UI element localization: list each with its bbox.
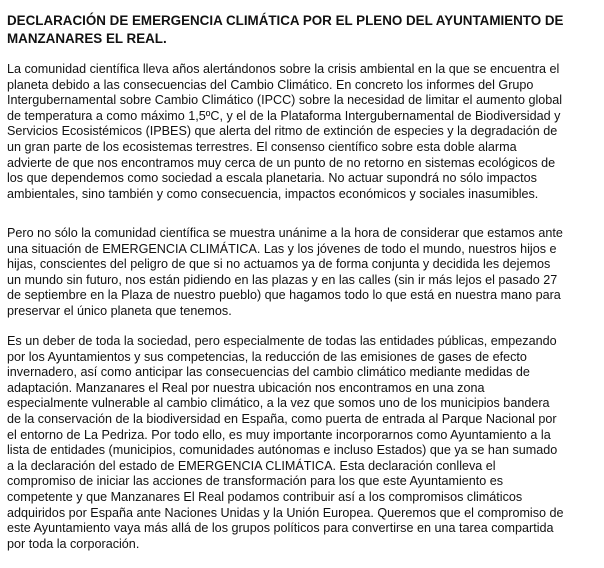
text-line: ambientales, sino también y como consecuencia, impactos económicos y sociales inasumibles. — [7, 186, 539, 201]
paragraph-municipal-duty — [7, 334, 601, 552]
text-line: adaptación. Manzanares el Real por nuestra ubicación nos encontramos en una zona — [7, 380, 485, 395]
text-line: hijas, conscientes del peligro de que si no actuamos ya de forma conjunta y decidida les dejemos — [7, 257, 551, 272]
text-line: este Ayuntamiento vaya más allá de los grupos políticos para convertirse en una tarea compartida — [7, 521, 554, 536]
text-line: Intergubernamental sobre Cambio Climático (IPCC) sobre la necesidad de limitar el aumento global — [7, 93, 563, 108]
text-line: por los Ayuntamientos y sus competencias, la reducción de las emisiones de gases de efecto — [7, 349, 527, 364]
text-line: invernadero, así como anticipar las consecuencias del cambio climático mediante medidas de — [7, 365, 530, 380]
text-line: adquiridos por España ante Naciones Unidas y la Unión Europea. Queremos que el compromiso de — [7, 505, 564, 520]
text-line: compromiso de iniciar las acciones de transformación para los que este Ayuntamiento es — [7, 474, 504, 489]
text-line: una situación de EMERGENCIA CLIMÁTICA. Las y los jóvenes de todo el mundo, nuestros hijos e — [7, 241, 557, 256]
paragraph-scientific-community — [7, 62, 601, 202]
document-title — [7, 12, 599, 48]
text-line: por toda la corporación. — [7, 536, 140, 551]
text-line: especialmente vulnerable al cambio climático, a la vez que somos uno de los municipios bandera — [7, 396, 550, 411]
text-line: lista de entidades (municipios, comunidades autónomas e incluso Estados) que ya se han sumado — [7, 443, 558, 458]
text-line: el entorno de La Pedriza. Por todo ello, es muy importante incorporarnos como Ayuntamiento a la — [7, 427, 551, 442]
text-line: de temperatura a como máximo 1,5ºC, y el de la Plataforma Intergubernamental de Biodiversidad y — [7, 108, 561, 123]
text-line: los que dependemos como sociedad a escala planetaria. No actuar supondrá no sólo impactos — [7, 171, 537, 186]
text-line: Pero no sólo la comunidad científica se muestra unánime a la hora de considerar que estamos ante — [7, 226, 563, 240]
title-line: DECLARACIÓN DE EMERGENCIA CLIMÁTICA POR EL PLENO DEL AYUNTAMIENTO DE — [7, 13, 564, 28]
text-line: un gran parte de los ecosistemas terrestres. El consenso científico sobre esta doble alarma — [7, 139, 517, 154]
text-line: preservar el único planeta que tenemos. — [7, 303, 232, 318]
text-line: Servicios Ecosistémicos (IPBES) que alerta del ritmo de extinción de especies y la degradación de — [7, 124, 558, 139]
paragraph-youth — [7, 226, 601, 320]
text-line: Es un deber de toda la sociedad, pero especialmente de todas las entidades públicas, empezando — [7, 334, 557, 348]
text-line: advierte de que nos encontramos muy cerca de un punto de no retorno en sistemas ecológicos de — [7, 155, 556, 170]
title-line: MANZANARES EL REAL. — [7, 31, 167, 46]
text-line: competente y que Manzanares El Real podamos contribuir así a los compromisos climáticos — [7, 489, 523, 504]
text-line: de la conservación de la biodiversidad en España, como puerta de entrada al Parque Nacional por — [7, 411, 557, 426]
text-line: a la declaración del estado de EMERGENCIA CLIMÁTICA. Esta declaración conlleva el — [7, 458, 496, 473]
text-line: planeta debido a las consecuencias del Cambio Climático. En concreto los informes del Grupo — [7, 77, 534, 92]
text-line: un mundo sin futuro, nos están pidiendo en las plazas y en las calles (sin ir más lejos el pasado 27 — [7, 272, 558, 287]
text-line: La comunidad científica lleva años alertándonos sobre la crisis ambiental en la que se encuentra el — [7, 62, 560, 76]
text-line: de septiembre en la Plaza de nuestro pueblo) que hagamos todo lo que está en nuestra mano para — [7, 288, 561, 303]
